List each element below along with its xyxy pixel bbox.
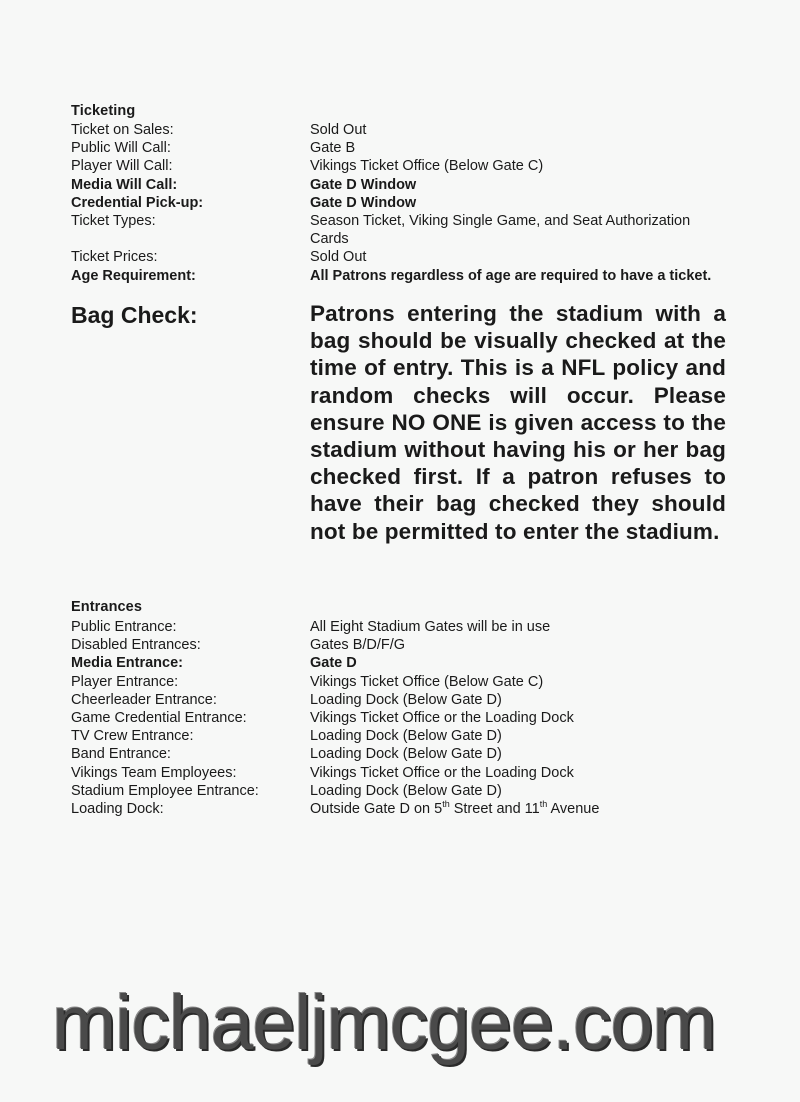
row-vikings-team-employees xyxy=(71,764,731,782)
row-label: TV Crew Entrance: xyxy=(71,728,194,745)
bag-check-text: Patrons entering the stadium with a bag should be visually checked at the time of entry. This is a NFL policy and random checks will occur. Please ensure NO ONE is given access to the stadium without having his or her bag checked first. If a patron refuses to have their bag checked they should not be permitted to enter the stadium. xyxy=(310,301,726,544)
row-ticket-on-sales xyxy=(71,121,731,139)
row-tv-crew-entrance xyxy=(71,727,731,745)
row-stadium-employee-entrance xyxy=(71,782,731,800)
row-value: Vikings Ticket Office (Below Gate C) xyxy=(310,158,544,175)
ordinal-suffix: th xyxy=(539,799,548,810)
row-media-entrance xyxy=(71,654,731,672)
row-label: Ticket on Sales: xyxy=(71,122,174,138)
loading-dock-text-2: Street and 11 xyxy=(449,801,540,818)
row-label: Player Will Call: xyxy=(71,158,173,175)
row-label: Stadium Employee Entrance: xyxy=(71,782,259,799)
row-value: Vikings Ticket Office or the Loading Dock xyxy=(310,710,574,727)
row-band-entrance xyxy=(71,745,731,763)
loading-dock-text-3: Avenue xyxy=(547,801,600,818)
row-value: Loading Dock (Below Gate D) xyxy=(310,691,502,708)
watermark: michaeljmcgee.com xyxy=(52,980,716,1066)
row-value: Sold Out xyxy=(310,249,367,266)
row-cheerleader-entrance xyxy=(71,691,731,709)
row-label: Band Entrance: xyxy=(71,746,171,763)
row-label: Player Entrance: xyxy=(71,673,179,690)
row-credential-pickup xyxy=(71,194,731,212)
row-media-will-call xyxy=(71,176,731,194)
row-label: Ticket Prices: xyxy=(71,249,158,266)
row-value: Gate D Window xyxy=(310,194,417,211)
row-label: Public Will Call: xyxy=(71,140,171,157)
row-value: All Patrons regardless of age are required to have a ticket. xyxy=(310,267,712,284)
row-game-credential-entrance xyxy=(71,709,731,727)
row-value: Gate B xyxy=(310,140,356,157)
row-value: Gate D xyxy=(310,655,357,672)
row-label: Loading Dock: xyxy=(71,801,164,818)
row-value: Loading Dock (Below Gate D) xyxy=(310,746,502,763)
row-label: Credential Pick-up: xyxy=(71,194,204,211)
row-value: Gates B/D/F/G xyxy=(310,637,406,654)
row-ticket-prices xyxy=(71,248,731,266)
row-label: Media Entrance: xyxy=(71,655,183,672)
bag-check-block xyxy=(71,300,731,545)
row-label: Cheerleader Entrance: xyxy=(71,691,217,708)
loading-dock-text-1: Outside Gate D on 5 xyxy=(310,801,443,818)
row-value: Sold Out xyxy=(310,122,367,138)
row-label: Age Requirement: xyxy=(71,267,196,284)
bag-check-label: Bag Check: xyxy=(71,302,198,328)
row-value: Loading Dock (Below Gate D) xyxy=(310,782,502,799)
row-player-entrance xyxy=(71,673,731,691)
row-value: Loading Dock (Below Gate D) xyxy=(310,728,502,745)
row-label: Public Entrance: xyxy=(71,619,177,635)
row-ticket-types xyxy=(71,212,731,248)
ordinal-suffix: th xyxy=(442,799,450,810)
row-loading-dock xyxy=(71,800,731,818)
row-value: All Eight Stadium Gates will be in use xyxy=(310,619,551,635)
entrances-heading: Entrances xyxy=(71,599,143,615)
row-value: Gate D Window xyxy=(310,176,417,193)
entrances-list xyxy=(71,618,731,818)
row-disabled-entrances xyxy=(71,636,731,654)
row-public-will-call xyxy=(71,139,731,157)
row-label: Game Credential Entrance: xyxy=(71,710,247,727)
row-label: Ticket Types: xyxy=(71,213,156,230)
row-value: Season Ticket, Viking Single Game, and Seat Authorization Cards xyxy=(310,213,691,248)
ticketing-list xyxy=(71,121,731,285)
row-value: Vikings Ticket Office (Below Gate C) xyxy=(310,673,544,690)
row-player-will-call xyxy=(71,157,731,175)
ticketing-heading: Ticketing xyxy=(71,103,136,119)
row-public-entrance xyxy=(71,618,731,636)
row-label: Vikings Team Employees: xyxy=(71,764,237,781)
row-value: Vikings Ticket Office or the Loading Dock xyxy=(310,764,574,781)
row-value xyxy=(310,800,731,818)
row-label: Media Will Call: xyxy=(71,176,178,193)
row-label: Disabled Entrances: xyxy=(71,637,201,654)
row-age-requirement xyxy=(71,267,731,285)
